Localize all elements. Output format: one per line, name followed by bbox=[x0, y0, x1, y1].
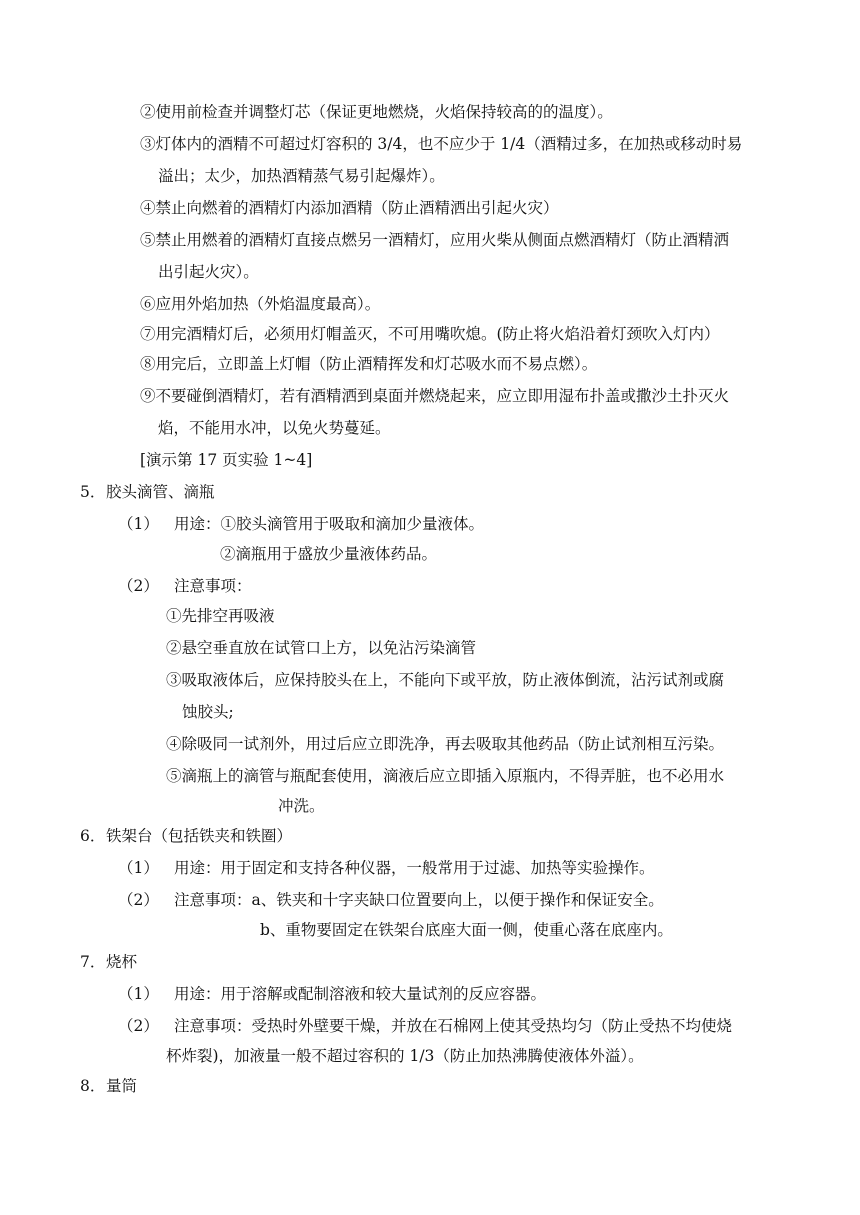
usage-text: 用途：用于固定和支持各种仪器，一般常用于过滤、加热等实验操作。 bbox=[174, 859, 655, 877]
demo-reference: [演示第 17 页实验 1~4] bbox=[140, 451, 313, 469]
precautions-title: 注意事项： bbox=[174, 577, 252, 595]
section-title: 量筒 bbox=[106, 1077, 138, 1095]
dropper-note-2: ②悬空垂直放在试管口上方，以免沾污染滴管 bbox=[166, 639, 477, 657]
section-5-usage bbox=[118, 514, 484, 534]
section-number: 8． bbox=[80, 1077, 106, 1095]
alcohol-lamp-note-3: ③灯体内的酒精不可超过灯容积的 3/4，也不应少于 1/4（酒精过多，在加热或移动时易 bbox=[140, 135, 743, 153]
precautions-text: 注意事项：a、铁夹和十字夹缺口位置要向上，以便于操作和保证安全。 bbox=[174, 891, 664, 909]
section-5-heading bbox=[80, 482, 215, 502]
dropper-note-3-cont: 蚀胶头; bbox=[182, 703, 234, 721]
item-number: （1） bbox=[118, 515, 159, 533]
alcohol-lamp-note-9-cont: 焰，不能用水冲，以免火势蔓延。 bbox=[158, 419, 391, 437]
item-number: （2） bbox=[118, 1017, 159, 1035]
dropper-note-5-cont: 冲洗。 bbox=[278, 797, 325, 815]
item-number: （2） bbox=[118, 577, 159, 595]
alcohol-lamp-note-3-cont: 溢出；太少，加热酒精蒸气易引起爆炸）。 bbox=[158, 167, 445, 185]
item-number: （2） bbox=[118, 891, 159, 909]
section-title: 胶头滴管、滴瓶 bbox=[106, 483, 215, 501]
precautions-text: 注意事项：受热时外壁要干燥，并放在石棉网上使其受热均匀（防止受热不均使烧 bbox=[174, 1017, 733, 1035]
section-8-heading bbox=[80, 1076, 137, 1096]
section-6-heading bbox=[80, 826, 292, 846]
alcohol-lamp-note-7: ⑦用完酒精灯后，必须用灯帽盖灭，不可用嘴吹熄。(防止将火焰沿着灯颈吹入灯内） bbox=[140, 325, 720, 343]
section-number: 7． bbox=[80, 953, 106, 971]
alcohol-lamp-note-5: ⑤禁止用燃着的酒精灯直接点燃另一酒精灯，应用火柴从侧面点燃酒精灯（防止酒精洒 bbox=[140, 231, 730, 249]
alcohol-lamp-note-8: ⑧用完后，立即盖上灯帽（防止酒精挥发和灯芯吸水而不易点燃）。 bbox=[140, 355, 598, 373]
section-7-precautions bbox=[118, 1016, 732, 1036]
dropper-note-3: ③吸取液体后，应保持胶头在上，不能向下或平放，防止液体倒流，沾污试剂或腐 bbox=[166, 671, 725, 689]
section-7-precautions-cont: 杯炸裂)，加液量一般不超过容积的 1/3（防止加热沸腾使液体外溢）。 bbox=[166, 1047, 644, 1065]
section-6-precautions-cont: b、重物要固定在铁架台底座大面一侧，使重心落在底座内。 bbox=[260, 921, 673, 939]
section-number: 5． bbox=[80, 483, 106, 501]
alcohol-lamp-note-6: ⑥应用外焰加热（外焰温度最高）。 bbox=[140, 295, 381, 313]
alcohol-lamp-note-5-cont: 出引起火灾）。 bbox=[158, 263, 259, 281]
section-title: 烧杯 bbox=[106, 953, 138, 971]
section-5-usage-cont: ②滴瓶用于盛放少量液体药品。 bbox=[220, 545, 438, 563]
section-number: 6． bbox=[80, 827, 106, 845]
alcohol-lamp-note-4: ④禁止向燃着的酒精灯内添加酒精（防止酒精洒出引起火灾） bbox=[140, 199, 559, 217]
alcohol-lamp-note-2: ②使用前检查并调整灯芯（保证更地燃烧，火焰保持较高的的温度）。 bbox=[140, 103, 613, 121]
section-7-heading bbox=[80, 952, 137, 972]
section-7-usage bbox=[118, 984, 546, 1004]
item-number: （1） bbox=[118, 859, 159, 877]
section-6-precautions bbox=[118, 890, 664, 910]
usage-text: 用途：用于溶解或配制溶液和较大量试剂的反应容器。 bbox=[174, 985, 547, 1003]
dropper-note-5: ⑤滴瓶上的滴管与瓶配套使用，滴液后应立即插入原瓶内，不得弄脏，也不必用水 bbox=[166, 767, 725, 785]
dropper-note-1: ①先排空再吸液 bbox=[166, 607, 275, 625]
section-title: 铁架台（包括铁夹和铁圈） bbox=[106, 827, 293, 845]
section-5-precautions bbox=[118, 576, 252, 596]
alcohol-lamp-note-9: ⑨不要碰倒酒精灯，若有酒精洒到桌面并燃烧起来，应立即用湿布扑盖或撒沙土扑灭火 bbox=[140, 387, 730, 405]
item-number: （1） bbox=[118, 985, 159, 1003]
section-6-usage bbox=[118, 858, 655, 878]
usage-text: 用途：①胶头滴管用于吸取和滴加少量液体。 bbox=[174, 515, 485, 533]
dropper-note-4: ④除吸同一试剂外，用过后应立即洗净，再去吸取其他药品（防止试剂相互污染。 bbox=[166, 735, 725, 753]
